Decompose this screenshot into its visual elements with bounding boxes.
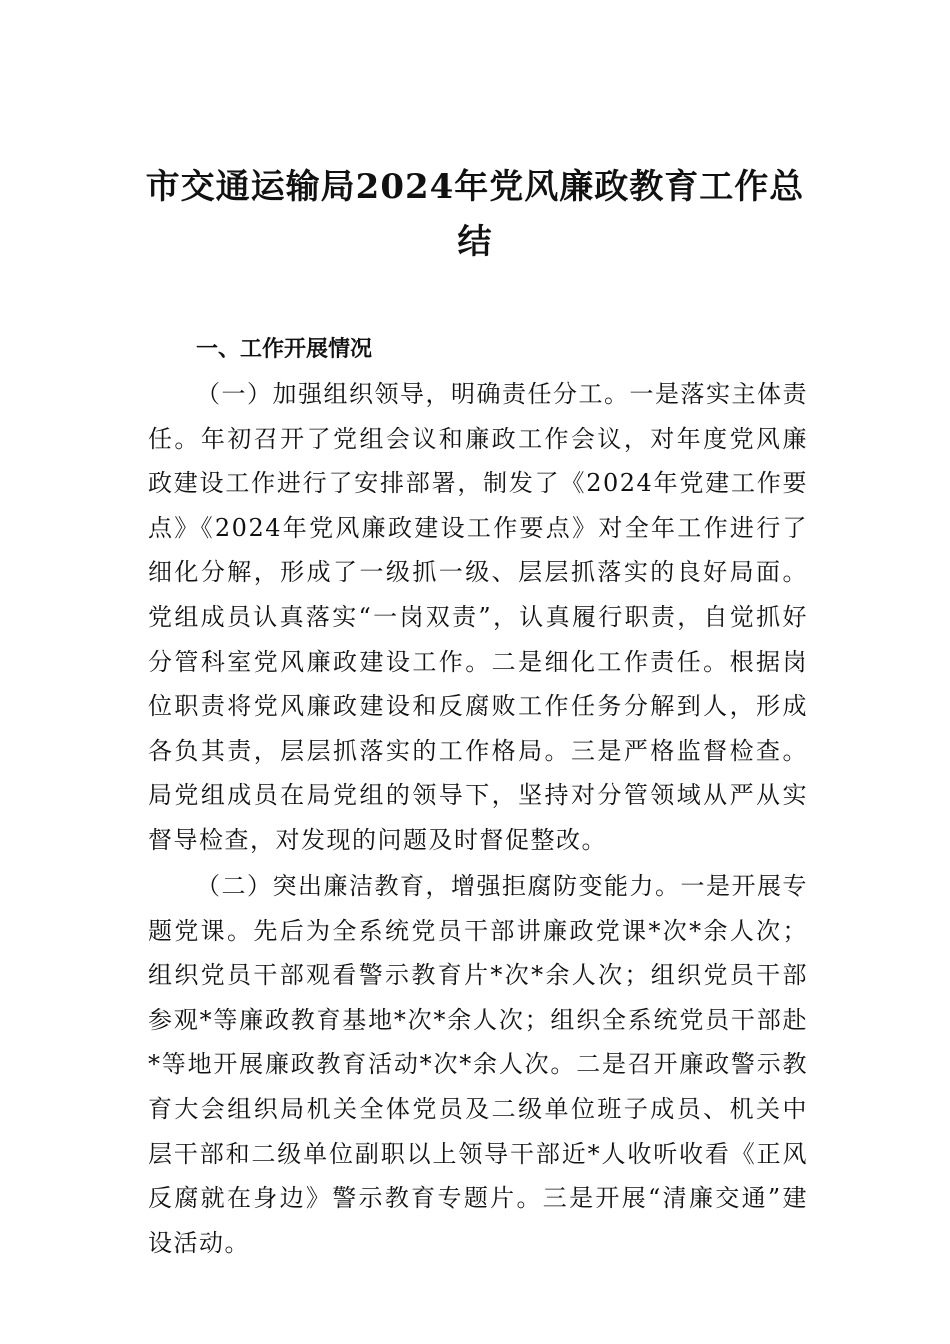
section-heading: 一、工作开展情况: [196, 337, 373, 362]
body-paragraph: （二）突出廉洁教育，增强拒腐防变能力。一是开展专题党课。先后为全系统党员干部讲廉政党课*次*余人次；组织党员干部观看警示教育片*次*余人次；组织党员干部参观*等廉政教育基地*次*余人次；组织全系统党员干部赴*等地开展廉政教育活动*次*余人次。二是召开廉政警示教育大会组织局机关全体党员及二级单位班子成员、机关中层干部和二级单位副职以上领导干部近*人收听收看《正风反腐就在身边》警示教育专题片。三是开展“清廉交通”建设活动。: [148, 872, 808, 1257]
document-title: 市交通运输局2024年党风廉政教育工作总结: [145, 167, 805, 262]
body-paragraph: （一）加强组织领导，明确责任分工。一是落实主体责任。年初召开了党组会议和廉政工作会议，对年度党风廉政建设工作进行了安排部署，制发了《2024年党建工作要点》《2024年党风廉政建设工作要点》对全年工作进行了细化分解，形成了一级抓一级、层层抓落实的良好局面。党组成员认真落实“一岗双责”，认真履行职责，自觉抓好分管科室党风廉政建设工作。二是细化工作责任。根据岗位职责将党风廉政建设和反腐败工作任务分解到人，形成各负其责，层层抓落实的工作格局。三是严格监督检查。局党组成员在局党组的领导下，坚持对分管领域从严从实督导检查，对发现的问题及时督促整改。: [148, 380, 808, 854]
